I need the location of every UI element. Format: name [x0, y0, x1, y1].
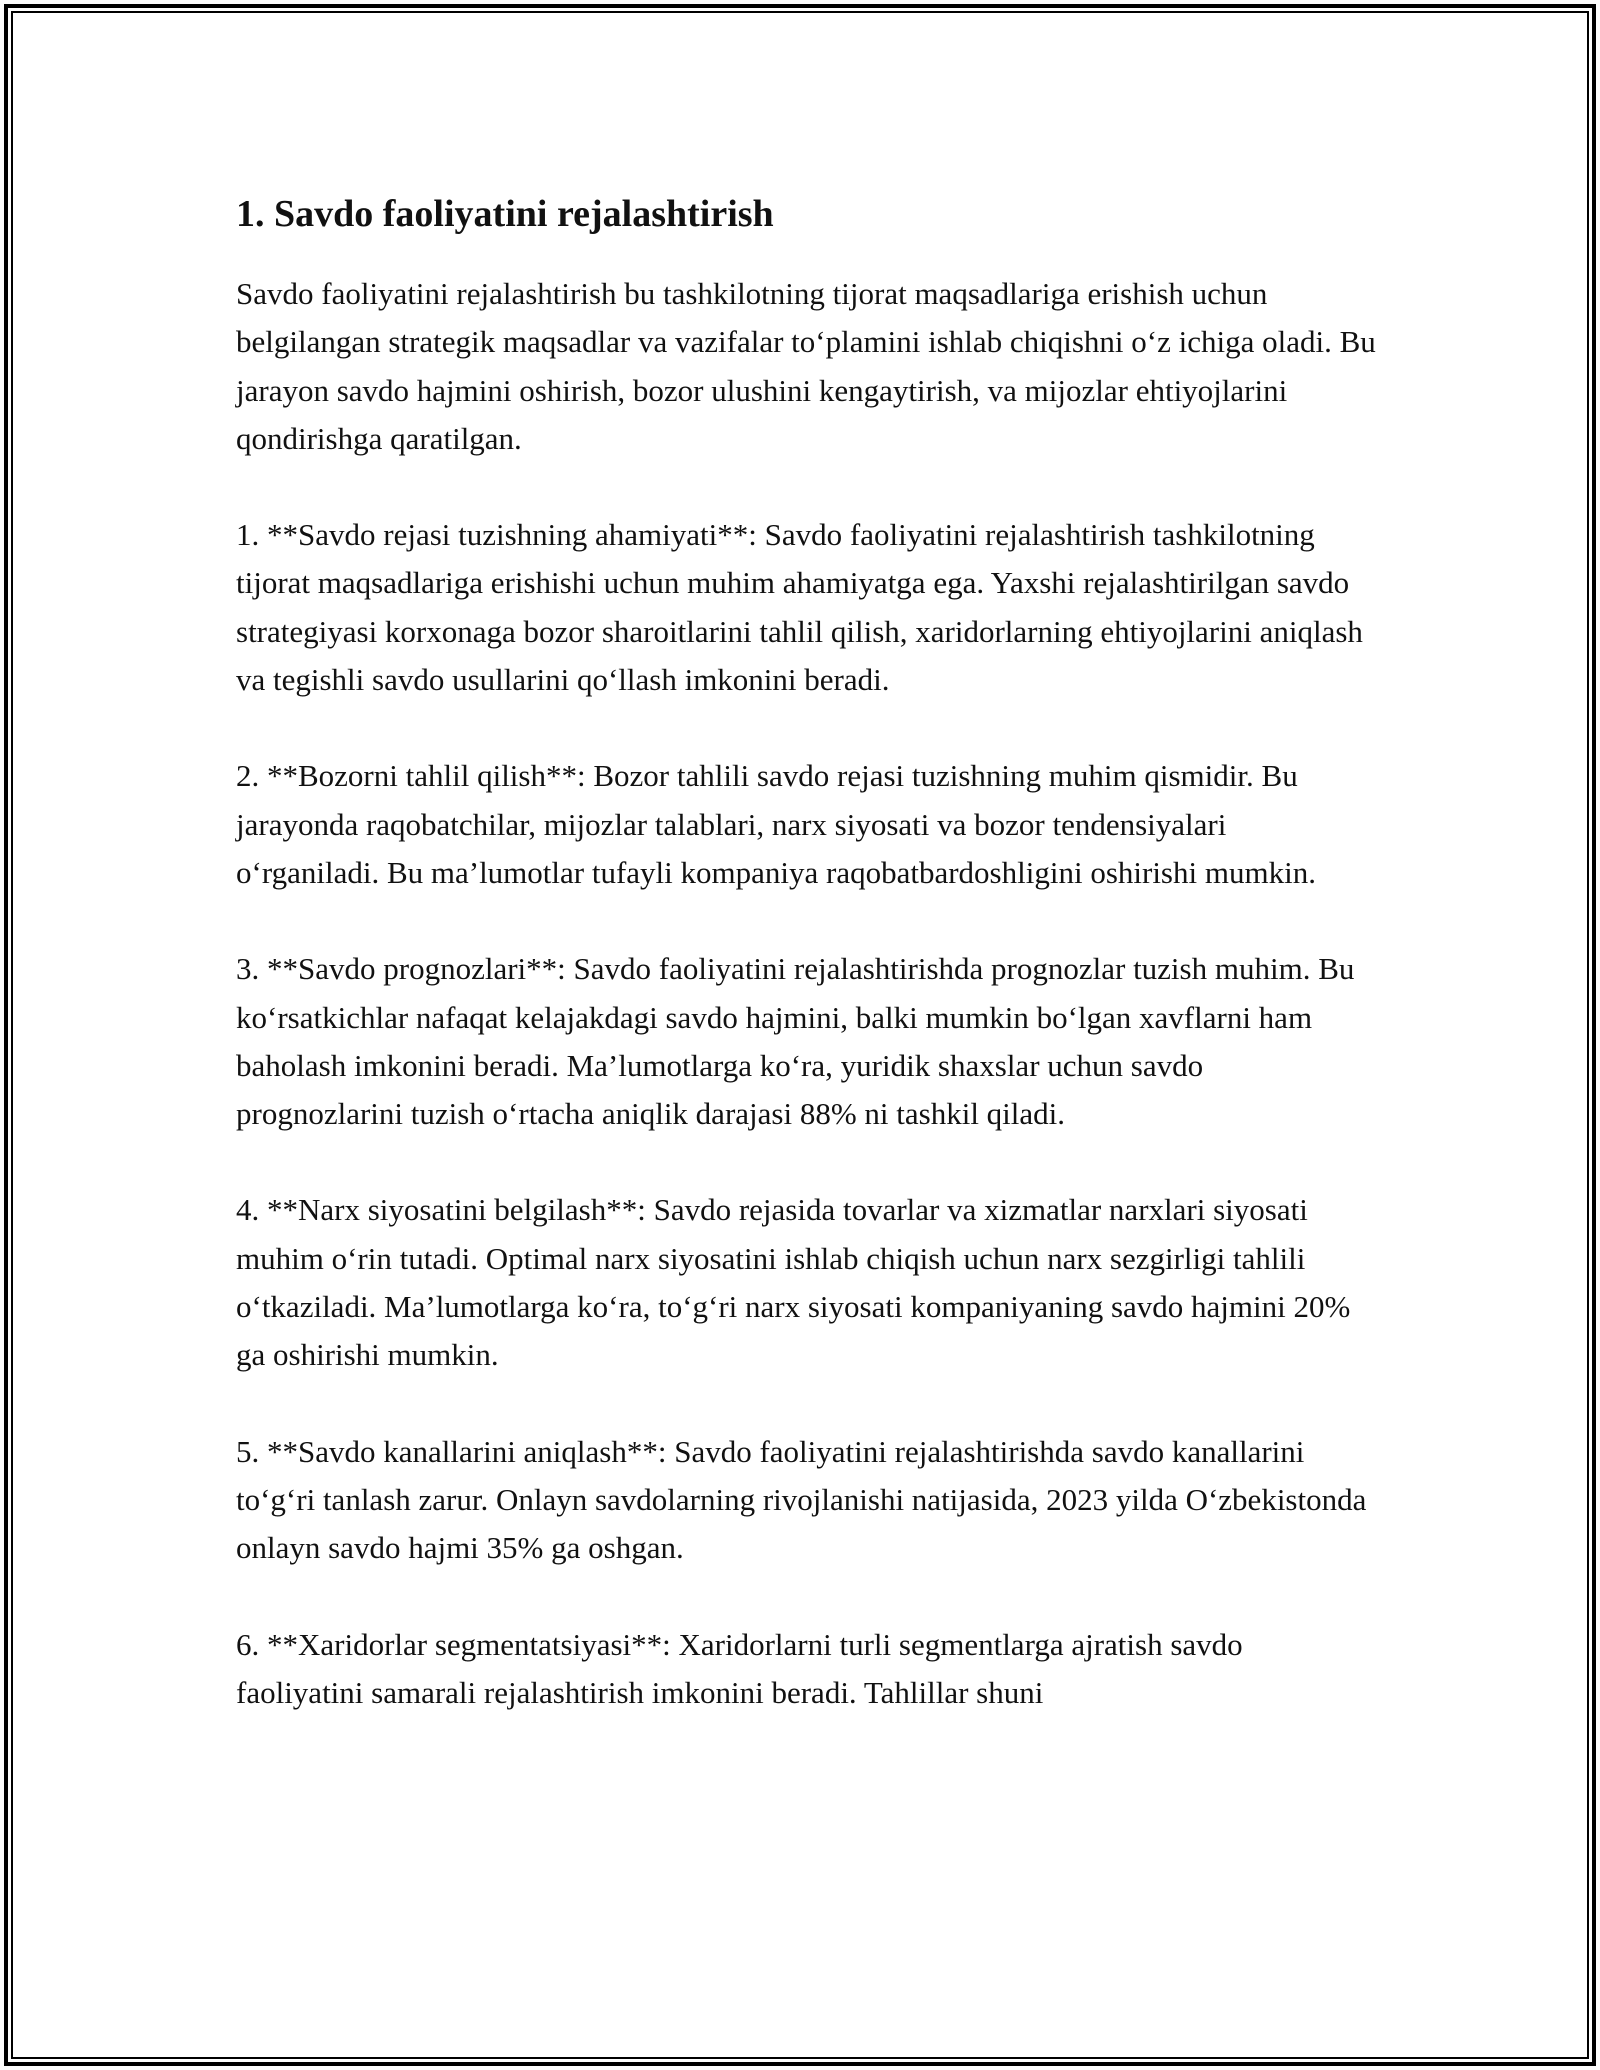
list-item-6: 6. **Xaridorlar segmentatsiyasi**: Xaridorlarni turli segmentlarga ajratish savdo faoliyatini samarali rejalashtirish imkonini beradi. Tahlillar shuni [236, 1626, 1243, 1710]
list-item-5: 5. **Savdo kanallarini aniqlash**: Savdo faoliyatini rejalashtirishda savdo kanallarini to‘g‘ri tanlash zarur. Onlayn savdolarning rivojlanishi natijasida, 2023 yilda O‘zbekistonda onlayn savdo hajmi 35% ga oshgan. [236, 1433, 1367, 1566]
list-item-4: 4. **Narx siyosatini belgilash**: Savdo rejasida tovarlar va xizmatlar narxlari siyosati muhim o‘rin tutadi. Optimal narx siyosatini ishlab chiqish uchun narx sezgirligi tahlili o‘tkaziladi. Ma’lumotlarga ko‘ra, to‘g‘ri narx siyosati kompaniyaning savdo hajmini 20% ga oshirishi mumkin. [236, 1192, 1351, 1373]
list-item-3: 3. **Savdo prognozlari**: Savdo faoliyatini rejalashtirishda prognozlar tuzish muhim. Bu ko‘rsatkichlar nafaqat kelajakdagi savdo hajmini, balki mumkin bo‘lgan xavflarni ham baholash imkonini beradi. Ma’lumotlarga ko‘ra, yuridik shaxslar uchun savdo prognozlarini tuzish o‘rtacha aniqlik darajasi 88% ni tashkil qiladi. [236, 951, 1355, 1132]
document-body [236, 186, 1376, 1765]
section-heading: 1. Savdo faoliyatini rejalashtirish [236, 193, 774, 235]
list-item-1: 1. **Savdo rejasi tuzishning ahamiyati**: Savdo faoliyatini rejalashtirish tashkilotning tijorat maqsadlariga erishishi uchun muhim ahamiyatga ega. Yaxshi rejalashtirilgan savdo strategiyasi korxonaga bozor sharoitlarini tahlil qilish, xaridorlarning ehtiyojlarini aniqlash va tegishli savdo usullarini qo‘llash imkonini beradi. [236, 517, 1363, 698]
list-item-2: 2. **Bozorni tahlil qilish**: Bozor tahlili savdo rejasi tuzishning muhim qismidir. Bu jarayonda raqobatchilar, mijozlar talablari, narx siyosati va bozor tendensiyalari o‘rganiladi. Bu ma’lumotlar tufayli kompaniya raqobatbardoshligini oshirishi mumkin. [236, 758, 1316, 890]
intro-paragraph: Savdo faoliyatini rejalashtirish bu tashkilotning tijorat maqsadlariga erishish uchun belgilangan strategik maqsadlar va vazifalar to‘plamini ishlab chiqishni o‘z ichiga oladi. Bu jarayon savdo hajmini oshirish, bozor ulushini kengaytirish, va mijozlar ehtiyojlarini qondirishga qaratilgan. [236, 276, 1376, 456]
